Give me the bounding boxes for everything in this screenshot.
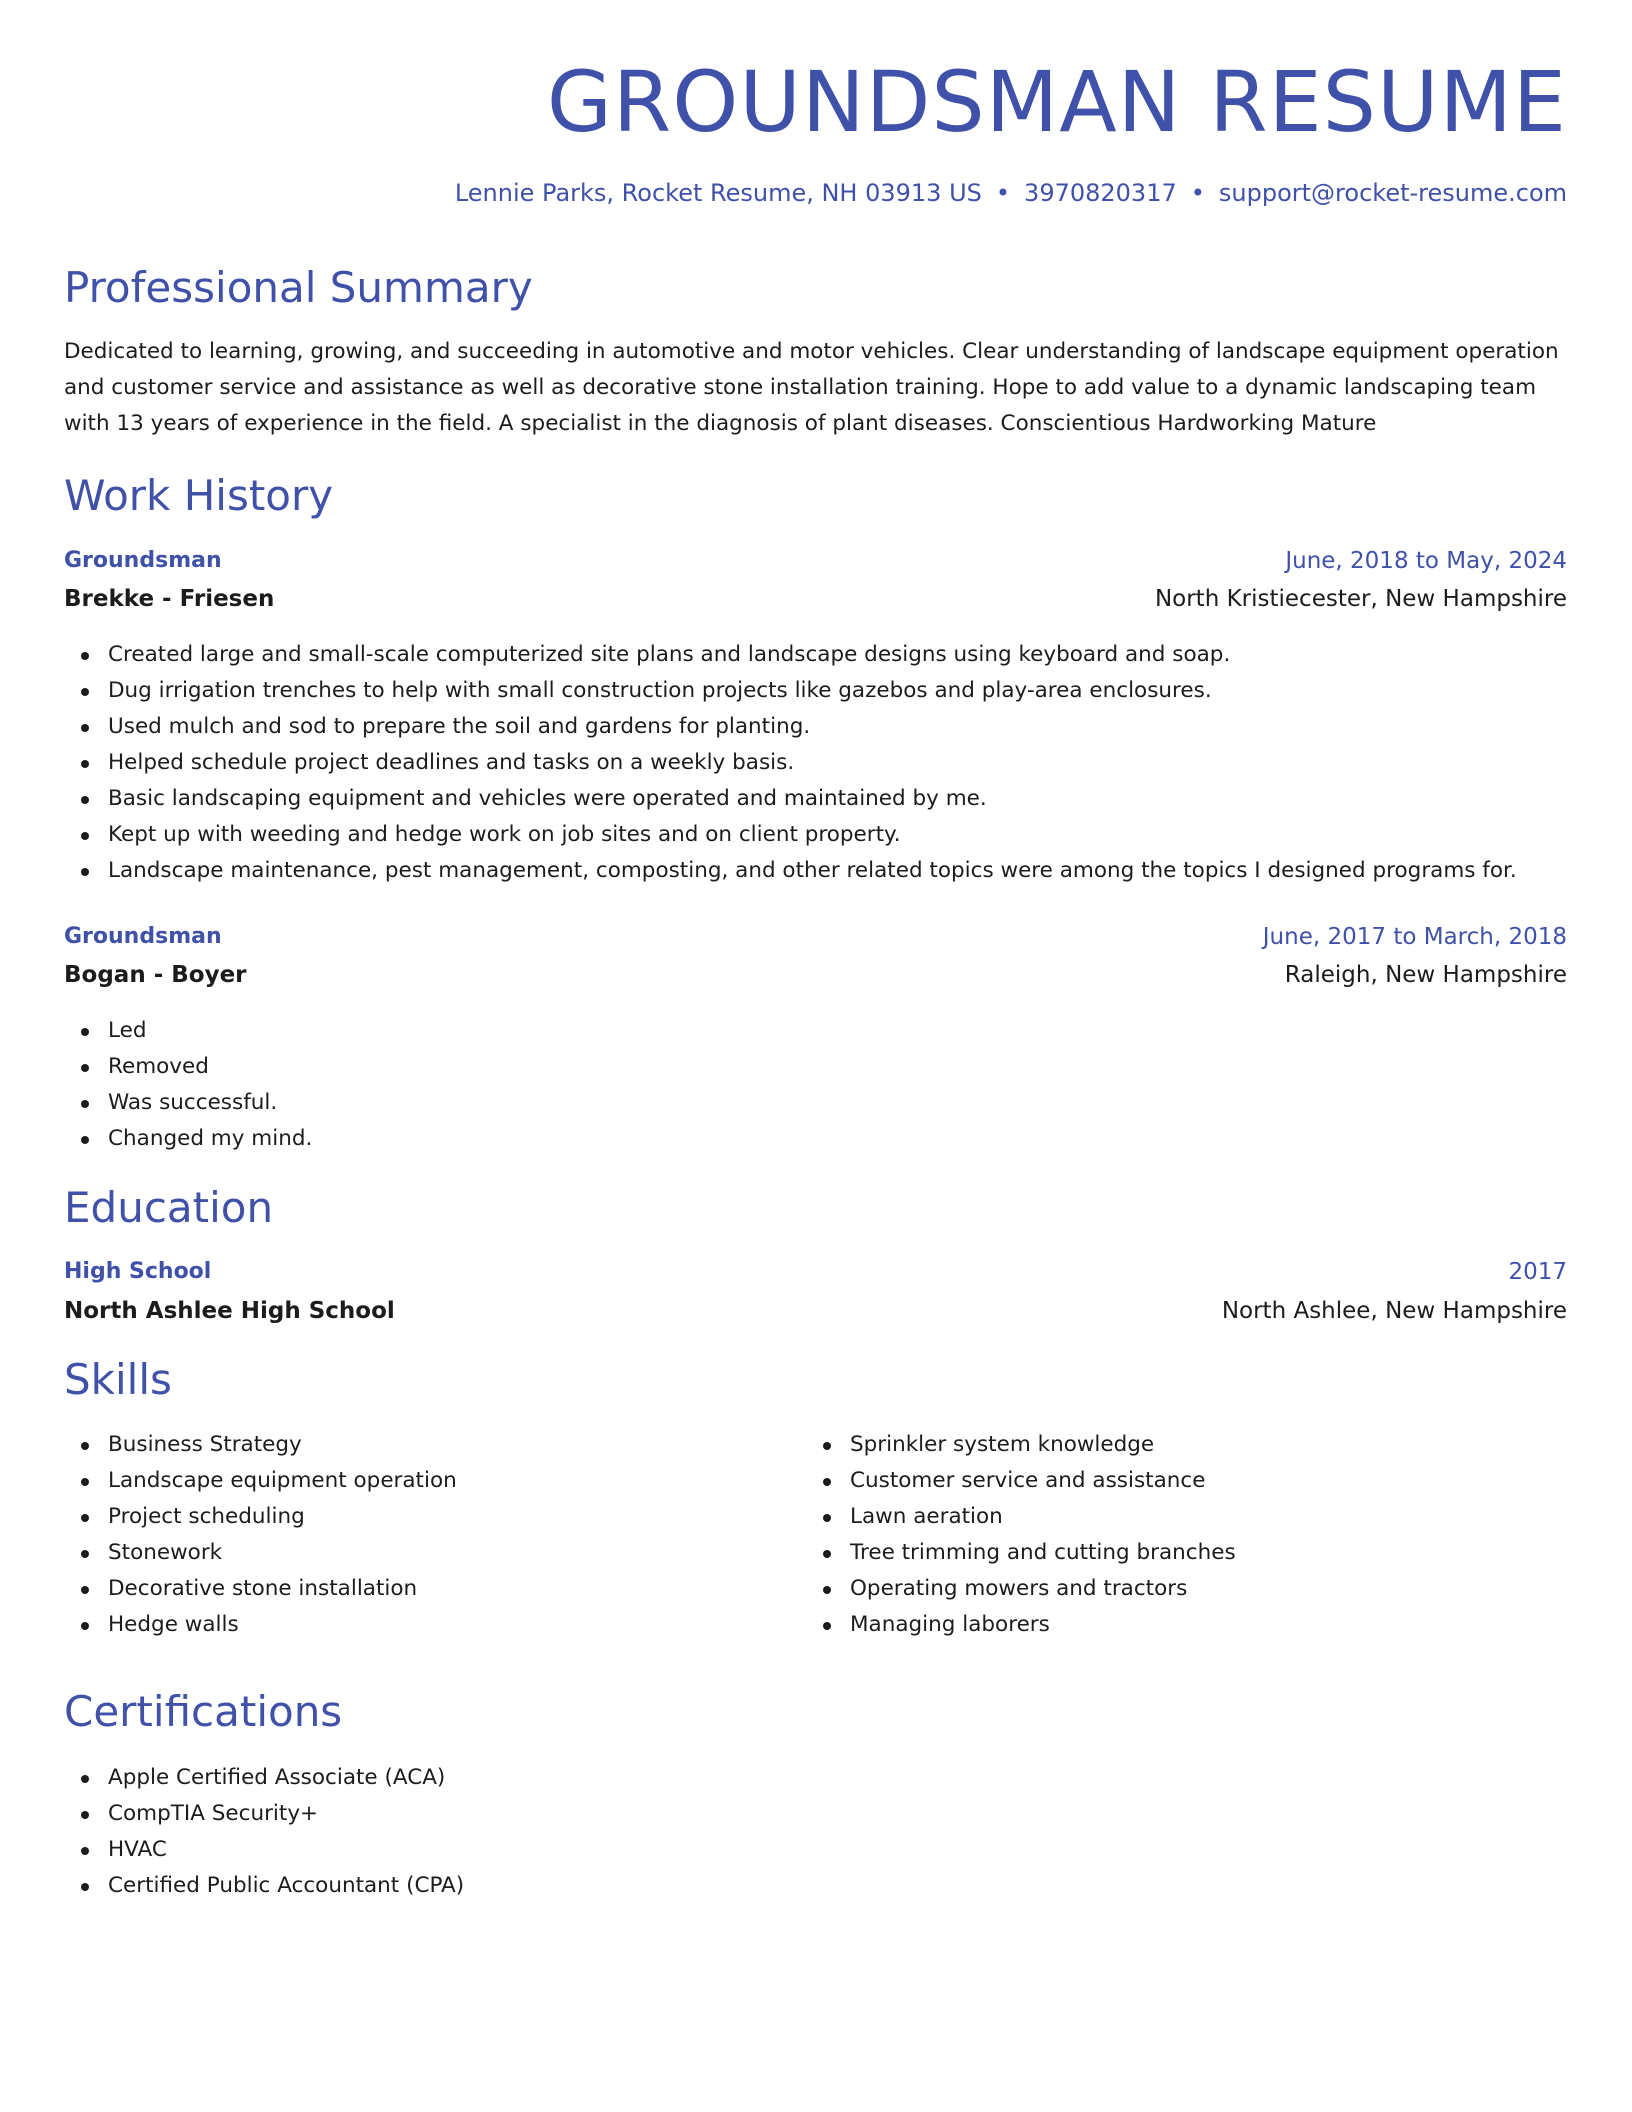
job-bullet: Used mulch and sod to prepare the soil and gardens for planting. (64, 709, 1517, 745)
contact-separator: • (995, 179, 1011, 207)
resume-page (64, 0, 1567, 1898)
job-employer-row (64, 959, 1567, 991)
contact-email[interactable]: support@rocket-resume.com (1218, 179, 1567, 207)
skills-list-left (64, 1427, 457, 1643)
education-heading: Education (64, 1183, 274, 1232)
contact-separator: • (1190, 179, 1205, 207)
job-employer: Brekke - Friesen (64, 586, 275, 612)
contact-line (64, 178, 1567, 208)
job-header-row (64, 545, 1567, 577)
job-employer-row (64, 583, 1567, 615)
skill-item: Lawn aeration (806, 1499, 1236, 1535)
job-employer: Bogan - Boyer (64, 962, 247, 988)
job-bullet: Kept up with weeding and hedge work on job sites and on client property. (64, 817, 1517, 853)
job-bullet: Helped schedule project deadlines and tasks on a weekly basis. (64, 745, 1517, 781)
skill-item: Landscape equipment operation (64, 1463, 457, 1499)
job-bullet: Changed my mind. (64, 1121, 312, 1157)
certification-item: HVAC (64, 1832, 464, 1868)
skill-item: Project scheduling (64, 1499, 457, 1535)
education-degree: High School (64, 1259, 212, 1284)
job-location: Raleigh, New Hampshire (1284, 962, 1567, 988)
certification-item: Certified Public Accountant (CPA) (64, 1868, 464, 1904)
skill-item: Tree trimming and cutting branches (806, 1535, 1236, 1571)
certification-item: CompTIA Security+ (64, 1796, 464, 1832)
job-bullet: Removed (64, 1049, 312, 1085)
skill-item: Operating mowers and tractors (806, 1571, 1236, 1607)
job-title: Groundsman (64, 548, 222, 573)
education-header-row (64, 1256, 1567, 1288)
job-title: Groundsman (64, 924, 222, 949)
job-bullet: Landscape maintenance, pest management, composting, and other related topics were among the topics I designed programs for. (64, 853, 1517, 889)
summary-heading: Professional Summary (64, 263, 533, 312)
job-header-row (64, 921, 1567, 953)
education-year: 2017 (1508, 1259, 1567, 1285)
job-bullets (64, 1013, 312, 1157)
skill-item: Sprinkler system knowledge (806, 1427, 1236, 1463)
education-location: North Ashlee, New Hampshire (1221, 1298, 1567, 1324)
certifications-heading: Certifications (64, 1687, 343, 1736)
job-bullet: Was successful. (64, 1085, 312, 1121)
skills-list-right (806, 1427, 1236, 1643)
education-school-row (64, 1295, 1567, 1327)
certifications-list (64, 1760, 464, 1904)
job-bullet: Led (64, 1013, 312, 1049)
skill-item: Stonework (64, 1535, 457, 1571)
summary-text: Dedicated to learning, growing, and succeeding in automotive and motor vehicles. Clear understanding of landscape equipment operation and customer service and assistance as well as decorative stone installation training. Hope to add value to a dynamic landscaping team with 13 years of experience in the field. A specialist in the diagnosis of plant diseases. Conscientious Hardworking Mature (64, 339, 1559, 436)
skill-item: Business Strategy (64, 1427, 457, 1463)
resume-title: GROUNDSMAN RESUME (546, 53, 1567, 151)
skill-item: Customer service and assistance (806, 1463, 1236, 1499)
job-dates: June, 2017 to March, 2018 (1262, 924, 1567, 950)
work-history-heading: Work History (64, 471, 334, 520)
education-school: North Ashlee High School (64, 1298, 395, 1324)
job-bullets (64, 637, 1517, 889)
skill-item: Managing laborers (806, 1607, 1236, 1643)
contact-address: Lennie Parks, Rocket Resume, NH 03913 US (454, 179, 982, 207)
job-location: North Kristiecester, New Hampshire (1154, 586, 1567, 612)
job-bullet: Basic landscaping equipment and vehicles were operated and maintained by me. (64, 781, 1517, 817)
skill-item: Hedge walls (64, 1607, 457, 1643)
contact-phone[interactable]: 3970820317 (1024, 179, 1177, 207)
skill-item: Decorative stone installation (64, 1571, 457, 1607)
certification-item: Apple Certified Associate (ACA) (64, 1760, 464, 1796)
job-dates: June, 2018 to May, 2024 (1285, 548, 1567, 574)
job-bullet: Dug irrigation trenches to help with small construction projects like gazebos and play-area enclosures. (64, 673, 1517, 709)
skills-heading: Skills (64, 1355, 172, 1404)
job-bullet: Created large and small-scale computerized site plans and landscape designs using keyboard and soap. (64, 637, 1517, 673)
